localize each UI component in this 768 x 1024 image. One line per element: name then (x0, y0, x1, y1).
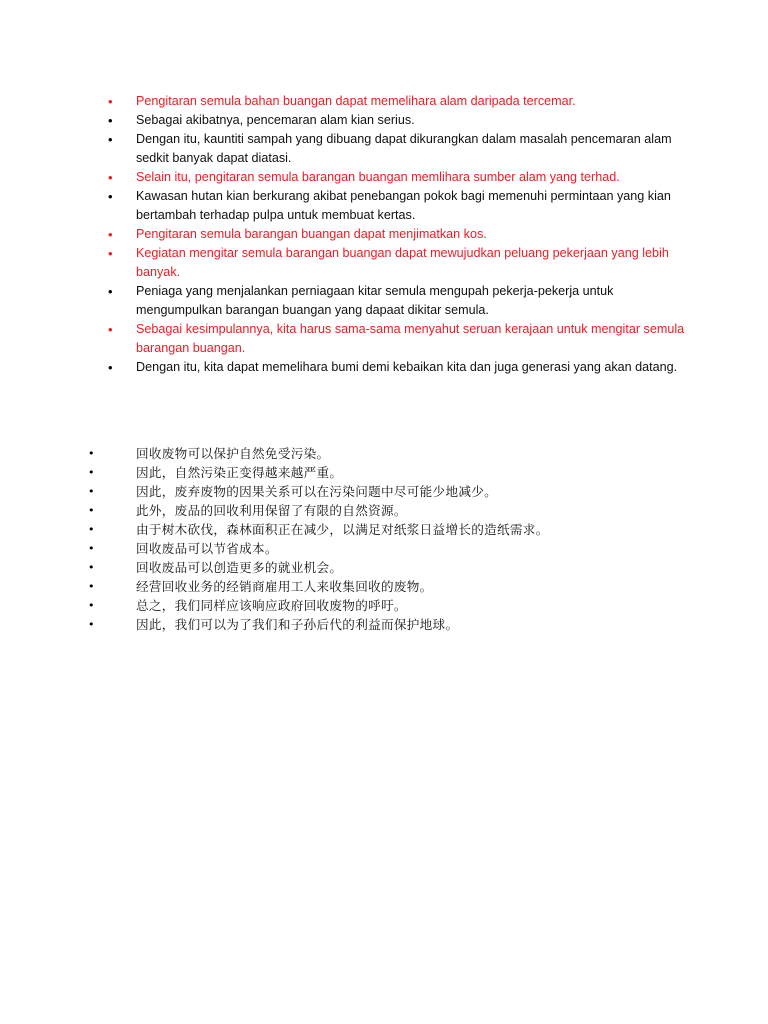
malay-point-8 (108, 282, 688, 320)
bullet-icon: • (88, 447, 95, 460)
chinese-point-9 (88, 596, 648, 615)
chinese-point-text: 回收废品可以节省成本。 (136, 541, 278, 556)
malay-point-text: Pengitaran semula bahan buangan dapat memelihara alam daripada tercemar. (136, 94, 576, 108)
chinese-point-5 (88, 520, 648, 539)
bullet-icon: • (108, 94, 113, 109)
chinese-point-text: 总之，我们同样应该响应政府回收废物的呼吁。 (136, 598, 407, 613)
bullet-icon: • (88, 523, 95, 536)
malay-point-text: Peniaga yang menjalankan perniagaan kitar semula mengupah pekerja-pekerja untuk mengumpulkan barangan buangan yang dapaat dikitar semula. (136, 284, 614, 317)
chinese-point-2 (88, 463, 648, 482)
malay-bullet-list (108, 92, 688, 377)
malay-point-text: Dengan itu, kauntiti sampah yang dibuang dapat dikurangkan dalam masalah pencemaran alam sedkit banyak dapat diatasi. (136, 132, 672, 165)
malay-point-4 (108, 168, 688, 187)
chinese-point-10 (88, 615, 648, 634)
malay-point-text: Sebagai akibatnya, pencemaran alam kian serius. (136, 113, 415, 127)
bullet-icon: • (108, 113, 113, 128)
malay-point-text: Sebagai kesimpulannya, kita harus sama-sama menyahut seruan kerajaan untuk mengitar semula barangan buangan. (136, 322, 685, 355)
bullet-icon: • (88, 485, 95, 498)
bullet-icon: • (88, 561, 95, 574)
malay-point-2 (108, 111, 688, 130)
malay-point-text: Kegiatan mengitar semula barangan buangan dapat mewujudkan peluang pekerjaan yang lebih banyak. (136, 246, 669, 279)
chinese-point-text: 回收废物可以保护自然免受污染。 (136, 446, 330, 461)
bullet-icon: • (108, 189, 113, 204)
malay-point-1 (108, 92, 688, 111)
bullet-icon: • (88, 504, 95, 517)
bullet-icon: • (108, 132, 113, 147)
bullet-icon: • (88, 580, 95, 593)
malay-point-10 (108, 358, 688, 377)
chinese-bullet-list (88, 444, 648, 634)
chinese-point-text: 因此，废弃废物的因果关系可以在污染问题中尽可能少地减少。 (136, 484, 498, 499)
chinese-point-3 (88, 482, 648, 501)
chinese-point-text: 此外，废品的回收利用保留了有限的自然资源。 (136, 503, 407, 518)
malay-point-text: Selain itu, pengitaran semula barangan buangan memlihara sumber alam yang terhad. (136, 170, 620, 184)
bullet-icon: • (108, 246, 113, 261)
malay-point-9 (108, 320, 688, 358)
malay-point-text: Kawasan hutan kian berkurang akibat penebangan pokok bagi memenuhi permintaan yang kian bertambah terhadap pulpa untuk membuat kertas. (136, 189, 671, 222)
chinese-point-8 (88, 577, 648, 596)
bullet-icon: • (88, 618, 95, 631)
malay-point-6 (108, 225, 688, 244)
malay-point-3 (108, 130, 688, 168)
chinese-point-text: 回收废品可以创造更多的就业机会。 (136, 560, 343, 575)
malay-point-text: Dengan itu, kita dapat memelihara bumi demi kebaikan kita dan juga generasi yang akan datang. (136, 360, 678, 374)
bullet-icon: • (108, 170, 113, 185)
bullet-icon: • (108, 360, 113, 375)
bullet-icon: • (88, 542, 95, 555)
bullet-icon: • (108, 227, 113, 242)
bullet-icon: • (88, 466, 95, 479)
chinese-point-6 (88, 539, 648, 558)
chinese-point-4 (88, 501, 648, 520)
bullet-icon: • (88, 599, 95, 612)
bullet-icon: • (108, 322, 113, 337)
chinese-point-text: 经营回收业务的经销商雇用工人来收集回收的废物。 (136, 579, 433, 594)
chinese-point-1 (88, 444, 648, 463)
malay-point-text: Pengitaran semula barangan buangan dapat menjimatkan kos. (136, 227, 487, 241)
chinese-point-text: 由于树木砍伐，森林面积正在减少，以满足对纸浆日益增长的造纸需求。 (136, 522, 549, 537)
chinese-point-text: 因此，自然污染正变得越来越严重。 (136, 465, 343, 480)
chinese-point-7 (88, 558, 648, 577)
chinese-point-text: 因此，我们可以为了我们和子孙后代的利益而保护地球。 (136, 617, 459, 632)
malay-point-5 (108, 187, 688, 225)
bullet-icon: • (108, 284, 113, 299)
malay-point-7 (108, 244, 688, 282)
